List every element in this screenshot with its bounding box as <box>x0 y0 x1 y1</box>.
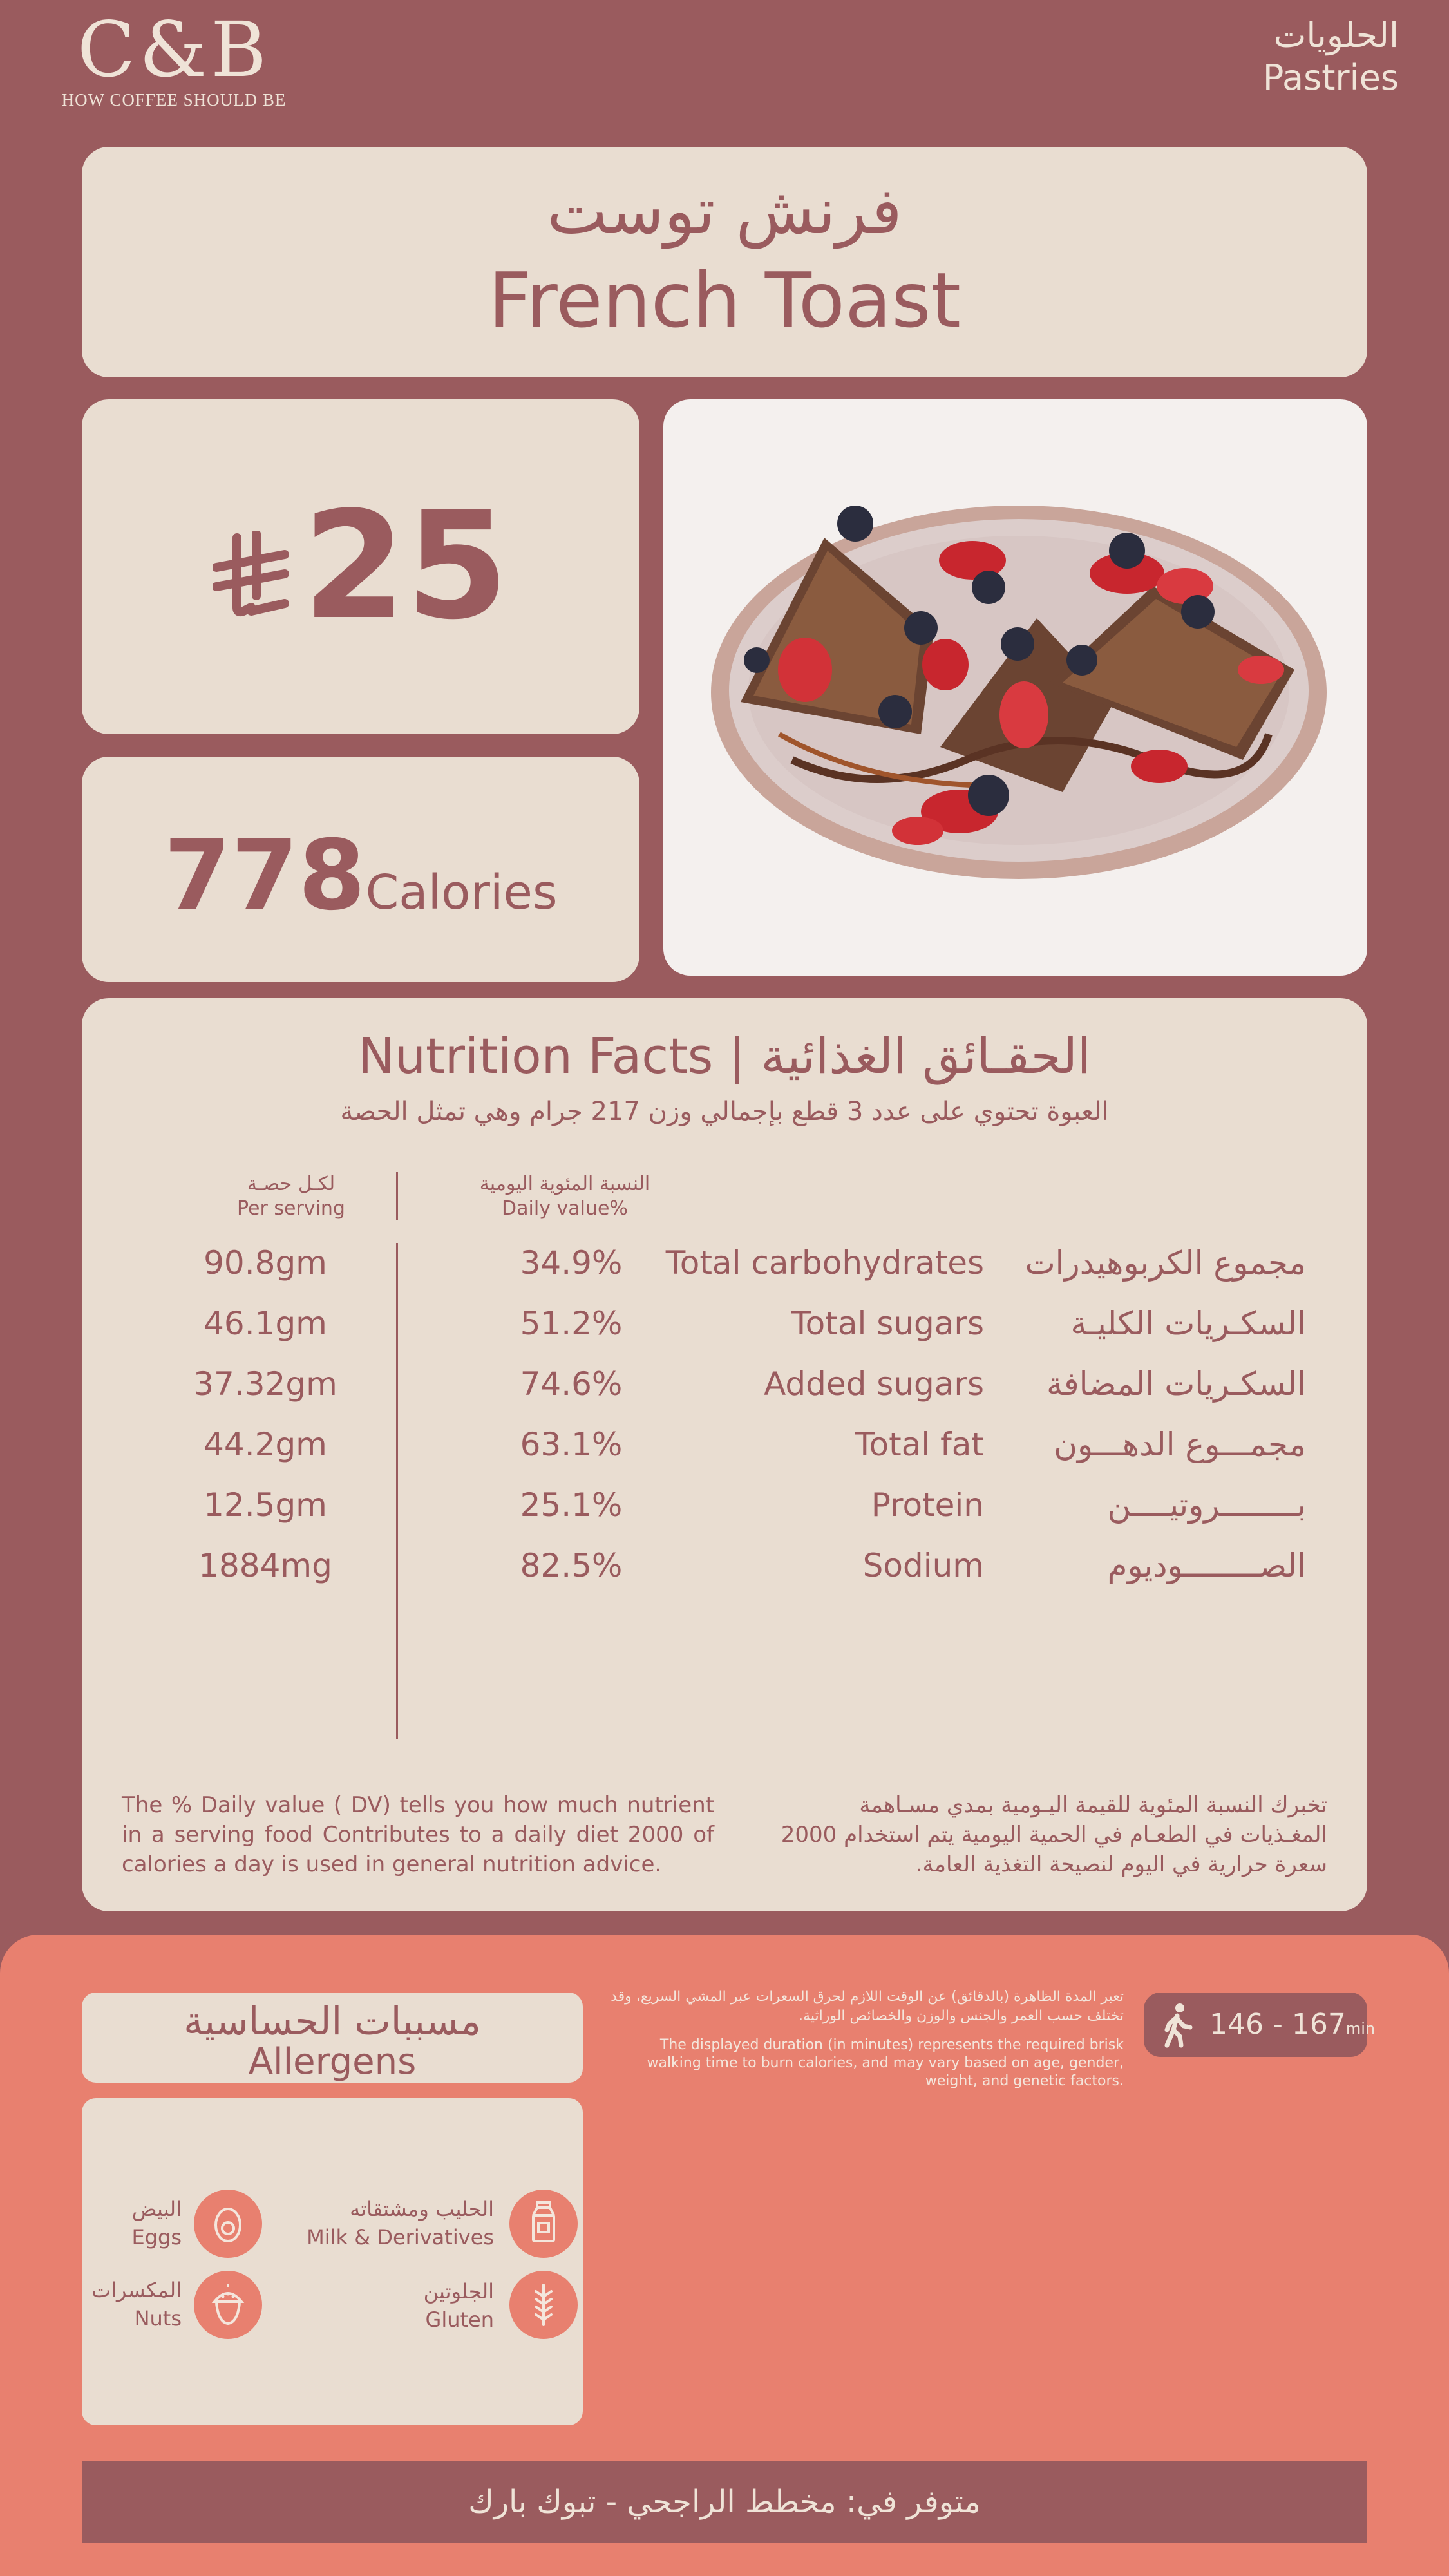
col-header-serving-en: Per serving <box>237 1197 345 1220</box>
product-name-ar: فرنش توست <box>547 173 902 249</box>
wheat-icon <box>509 2271 578 2339</box>
walking-note-ar: تعبر المدة الظاهرة (بالدقائق) عن الوقت اللازم لحرق السعرات عبر المشي السريع، وقد تختلف حسب العمر والجنس والوزن والخصائص الوراثية. <box>611 1989 1124 2024</box>
daily-value-percent: 74.6% <box>520 1365 623 1403</box>
walking-time-badge <box>1144 1993 1376 2057</box>
per-serving-value: 1884mg <box>198 1547 332 1584</box>
walking-note-en: The displayed duration (in minutes) represents the required brisk walking time to burn calories, and may vary based on age, gender, weight, and genetic factors. <box>647 2037 1124 2089</box>
nutrient-name-ar: مجمـــوع الدهـــون <box>1054 1426 1306 1463</box>
walking-unit: min <box>1345 2020 1376 2038</box>
calories-label: Calories <box>365 865 558 920</box>
walking-time-value <box>1209 2007 1375 2047</box>
allergen-name-ar: الحليب ومشتقاته <box>350 2197 494 2221</box>
allergen-item-milk <box>294 2190 578 2260</box>
col-header-dv-en: Daily value% <box>502 1197 628 1220</box>
allergen-item-nuts <box>91 2271 262 2342</box>
riyal-icon <box>213 531 290 621</box>
product-image-card <box>663 399 1367 976</box>
price <box>82 480 639 652</box>
col-header-daily-value <box>442 1172 687 1221</box>
nutrition-subtitle: العبوة تحتوي على عدد 3 قطع بإجمالي وزن 217 جرام وهي تمثل الحصة <box>340 1097 1109 1126</box>
allergens-title-en: Allergens <box>248 2041 417 2083</box>
nutrition-title: Nutrition Facts | الحقـائق الغذائية <box>357 1027 1091 1084</box>
allergen-name-ar: البيض <box>131 2197 182 2221</box>
price-card <box>82 399 639 734</box>
allergen-name-en: Eggs <box>131 2225 182 2249</box>
category-en: Pastries <box>1262 57 1399 98</box>
nutrient-name-en: Protein <box>871 1486 984 1524</box>
nutrient-name-ar: السكـريات الكليـة <box>1070 1305 1306 1342</box>
allergen-name-en: Milk & Derivatives <box>307 2225 494 2249</box>
availability-bar: متوفر في: مخطط الراجحي - تبوك بارك <box>82 2461 1367 2543</box>
nutrient-name-ar: السكـريات المضافة <box>1046 1365 1306 1403</box>
nut-icon <box>194 2271 262 2339</box>
per-serving-value: 44.2gm <box>204 1426 327 1463</box>
allergen-name-ar: المكسرات <box>91 2278 182 2302</box>
brand-logo <box>52 5 296 110</box>
logo-tagline: HOW COFFEE SHOULD BE <box>61 90 287 109</box>
daily-value-percent: 25.1% <box>520 1486 623 1524</box>
allergens-title-ar: مسببات الحساسية <box>184 1999 481 2044</box>
daily-value-note-en: The % Daily value ( DV) tells you how much nutrient in a serving food Contributes to a daily diet 2000 of calories a day is used in general nutrition advice. <box>122 1792 714 1877</box>
nutrition-row <box>82 1414 1367 1475</box>
product-title-card <box>82 147 1367 377</box>
per-serving-value: 46.1gm <box>204 1305 327 1342</box>
nutrient-name-en: Added sugars <box>764 1365 984 1403</box>
allergen-item-eggs <box>108 2190 262 2260</box>
daily-value-note-ar: تخبرك النسبة المئوية للقيمة اليـومية بمدي مسـاهمة المغـذيات في الطعـام في الحمية اليومية يتم استخدام 2000 سعرة حرارية في اليوم لنصيحة التغذية العامة. <box>781 1792 1327 1877</box>
allergen-name-ar: الجلوتين <box>423 2279 494 2304</box>
column-divider <box>396 1172 398 1220</box>
col-header-dv-ar: النسبة المئوية اليومية <box>479 1173 650 1195</box>
category-label <box>1263 14 1399 99</box>
logo-mark: C&B <box>77 5 271 94</box>
nutrient-name-en: Total sugars <box>791 1305 984 1342</box>
price-value: 25 <box>302 480 509 652</box>
product-name-en: French Toast <box>488 256 961 345</box>
nutrient-name-en: Total fat <box>855 1426 984 1463</box>
nutrient-name-ar: الصــــــــوديوم <box>1107 1547 1306 1584</box>
daily-value-percent: 82.5% <box>520 1547 623 1584</box>
per-serving-value: 90.8gm <box>204 1244 327 1282</box>
allergens-list <box>82 2098 583 2425</box>
calories-value: 778 <box>164 820 366 932</box>
per-serving-value: 12.5gm <box>204 1486 327 1524</box>
french-toast-plate-image <box>663 399 1367 976</box>
nutrient-name-en: Sodium <box>862 1547 984 1584</box>
allergens-header <box>82 1993 583 2083</box>
nutrition-row <box>82 1354 1367 1414</box>
col-header-serving-ar: لكـل حصـة <box>247 1173 336 1195</box>
nutrition-row <box>82 1293 1367 1354</box>
egg-icon <box>194 2190 262 2258</box>
milk-carton-icon <box>509 2190 578 2258</box>
nutrient-name-ar: مجموع الكربوهيدرات <box>1025 1244 1306 1282</box>
col-header-serving <box>217 1172 365 1221</box>
calories-card <box>82 757 639 982</box>
category-ar: الحلويات <box>1273 15 1399 55</box>
allergen-name-en: Gluten <box>425 2307 494 2332</box>
per-serving-value: 37.32gm <box>193 1365 337 1403</box>
daily-value-percent: 63.1% <box>520 1426 623 1463</box>
allergen-item-gluten <box>294 2271 578 2342</box>
daily-value-percent: 51.2% <box>520 1305 623 1342</box>
nutrition-facts-card <box>82 998 1367 1911</box>
walking-person-icon <box>1158 2003 1199 2050</box>
nutrition-row <box>82 1535 1367 1596</box>
walking-range: 146 - 167 <box>1209 2008 1346 2041</box>
nutrition-row <box>82 1475 1367 1535</box>
allergen-name-en: Nuts <box>134 2306 182 2331</box>
nutrient-name-ar: بــــــــروتيــــن <box>1107 1486 1306 1524</box>
daily-value-percent: 34.9% <box>520 1244 623 1282</box>
nutrient-name-en: Total carbohydrates <box>665 1244 984 1282</box>
nutrition-row <box>82 1233 1367 1293</box>
